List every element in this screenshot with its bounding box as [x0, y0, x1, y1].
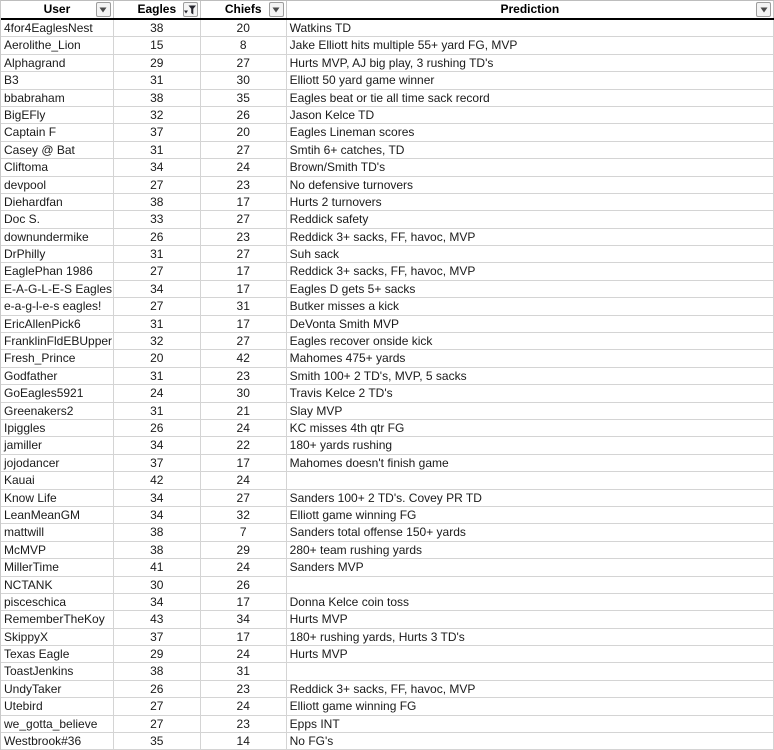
cell-chiefs[interactable]: 21 — [201, 403, 287, 420]
cell-prediction[interactable]: 280+ team rushing yards — [287, 542, 774, 559]
cell-user[interactable]: Doc S. — [1, 211, 114, 228]
table-row — [1, 159, 774, 176]
cell-eagles[interactable]: 24 — [114, 385, 201, 402]
table-row — [1, 263, 774, 280]
cell-chiefs[interactable]: 24 — [201, 698, 287, 715]
table-row — [1, 142, 774, 159]
cell-chiefs[interactable]: 27 — [201, 211, 287, 228]
cell-eagles[interactable]: 34 — [114, 437, 201, 454]
table-row — [1, 107, 774, 124]
cell-user[interactable]: Ipiggles — [1, 420, 114, 437]
cell-chiefs[interactable]: 17 — [201, 594, 287, 611]
cell-eagles[interactable]: 27 — [114, 698, 201, 715]
cell-user[interactable]: RememberTheKoy — [1, 611, 114, 628]
cell-chiefs[interactable]: 17 — [201, 316, 287, 333]
header-row — [1, 1, 774, 20]
cell-eagles[interactable]: 38 — [114, 194, 201, 211]
cell-eagles[interactable]: 37 — [114, 124, 201, 141]
cell-user[interactable]: jamiller — [1, 437, 114, 454]
cell-chiefs[interactable]: 24 — [201, 559, 287, 576]
cell-eagles[interactable]: 27 — [114, 177, 201, 194]
cell-prediction[interactable]: Donna Kelce coin toss — [287, 594, 774, 611]
filter-dropdown-button-user[interactable] — [96, 2, 111, 17]
cell-prediction[interactable]: Eagles Lineman scores — [287, 124, 774, 141]
cell-chiefs[interactable]: 30 — [201, 385, 287, 402]
cell-eagles[interactable]: 31 — [114, 72, 201, 89]
table-row — [1, 368, 774, 385]
table-row — [1, 229, 774, 246]
cell-prediction[interactable]: Reddick safety — [287, 211, 774, 228]
cell-eagles[interactable]: 26 — [114, 229, 201, 246]
cell-eagles[interactable]: 29 — [114, 646, 201, 663]
column-header-eagles-label: Eagles — [137, 2, 177, 16]
cell-prediction[interactable]: Eagles recover onside kick — [287, 333, 774, 350]
cell-eagles[interactable]: 38 — [114, 20, 201, 37]
column-header-user-label: User — [43, 2, 71, 16]
table-row — [1, 350, 774, 367]
table-row — [1, 316, 774, 333]
cell-prediction[interactable]: Smtih 6+ catches, TD — [287, 142, 774, 159]
table-body — [1, 20, 774, 750]
cell-user[interactable]: pisceschica — [1, 594, 114, 611]
cell-user[interactable]: BigEFly — [1, 107, 114, 124]
cell-prediction[interactable]: Reddick 3+ sacks, FF, havoc, MVP — [287, 263, 774, 280]
table-row — [1, 646, 774, 663]
cell-user[interactable]: B3 — [1, 72, 114, 89]
cell-chiefs[interactable]: 26 — [201, 577, 287, 594]
dropdown-arrow-icon — [760, 7, 768, 13]
table-row — [1, 333, 774, 350]
cell-eagles[interactable]: 35 — [114, 733, 201, 750]
cell-prediction[interactable]: Elliott game winning FG — [287, 698, 774, 715]
cell-eagles[interactable]: 34 — [114, 281, 201, 298]
cell-prediction[interactable]: Smith 100+ 2 TD's, MVP, 5 sacks — [287, 368, 774, 385]
cell-user[interactable]: Know Life — [1, 490, 114, 507]
cell-prediction[interactable] — [287, 472, 774, 489]
cell-eagles[interactable]: 27 — [114, 263, 201, 280]
cell-prediction[interactable]: Watkins TD — [287, 20, 774, 37]
cell-eagles[interactable]: 31 — [114, 246, 201, 263]
cell-eagles[interactable]: 20 — [114, 350, 201, 367]
table-row — [1, 455, 774, 472]
cell-user[interactable]: Kauai — [1, 472, 114, 489]
table-row — [1, 594, 774, 611]
cell-prediction[interactable]: Hurts MVP — [287, 646, 774, 663]
cell-user[interactable]: Cliftoma — [1, 159, 114, 176]
cell-prediction[interactable]: Jake Elliott hits multiple 55+ yard FG, MVP — [287, 37, 774, 54]
cell-chiefs[interactable]: 24 — [201, 159, 287, 176]
table-row — [1, 72, 774, 89]
cell-user[interactable]: GoEagles5921 — [1, 385, 114, 402]
cell-chiefs[interactable]: 17 — [201, 194, 287, 211]
cell-eagles[interactable]: 34 — [114, 159, 201, 176]
cell-prediction[interactable]: Reddick 3+ sacks, FF, havoc, MVP — [287, 229, 774, 246]
cell-prediction[interactable]: Hurts MVP — [287, 611, 774, 628]
table-row — [1, 542, 774, 559]
table-row — [1, 629, 774, 646]
cell-chiefs[interactable]: 17 — [201, 263, 287, 280]
cell-chiefs[interactable]: 17 — [201, 455, 287, 472]
cell-prediction[interactable]: Eagles beat or tie all time sack record — [287, 90, 774, 107]
table-row — [1, 298, 774, 315]
cell-eagles[interactable]: 27 — [114, 298, 201, 315]
table-row — [1, 733, 774, 750]
cell-prediction[interactable]: Elliott 50 yard game winner — [287, 72, 774, 89]
cell-chiefs[interactable]: 23 — [201, 716, 287, 733]
table-row — [1, 90, 774, 107]
cell-eagles[interactable]: 27 — [114, 716, 201, 733]
cell-chiefs[interactable]: 32 — [201, 507, 287, 524]
cell-user[interactable]: Aerolithe_Lion — [1, 37, 114, 54]
cell-eagles[interactable]: 37 — [114, 455, 201, 472]
dropdown-arrow-icon — [99, 7, 107, 13]
table-row — [1, 698, 774, 715]
table-row — [1, 211, 774, 228]
cell-user[interactable]: devpool — [1, 177, 114, 194]
cell-user[interactable]: Alphagrand — [1, 55, 114, 72]
cell-chiefs[interactable]: 31 — [201, 663, 287, 680]
table-row — [1, 403, 774, 420]
cell-prediction[interactable]: Sanders MVP — [287, 559, 774, 576]
cell-user[interactable]: UndyTaker — [1, 681, 114, 698]
cell-user[interactable]: Greenakers2 — [1, 403, 114, 420]
cell-chiefs[interactable]: 24 — [201, 646, 287, 663]
cell-eagles[interactable]: 31 — [114, 368, 201, 385]
cell-chiefs[interactable]: 35 — [201, 90, 287, 107]
cell-eagles[interactable]: 37 — [114, 629, 201, 646]
table-row — [1, 490, 774, 507]
cell-user[interactable]: EaglePhan 1986 — [1, 263, 114, 280]
table-row — [1, 577, 774, 594]
cell-eagles[interactable]: 38 — [114, 542, 201, 559]
cell-eagles[interactable]: 31 — [114, 142, 201, 159]
cell-user[interactable]: EricAllenPick6 — [1, 316, 114, 333]
cell-user[interactable]: 4for4EaglesNest — [1, 20, 114, 37]
table-row — [1, 385, 774, 402]
table-row — [1, 124, 774, 141]
cell-prediction[interactable]: 180+ rushing yards, Hurts 3 TD's — [287, 629, 774, 646]
cell-prediction[interactable]: Mahomes doesn't finish game — [287, 455, 774, 472]
cell-prediction[interactable]: DeVonta Smith MVP — [287, 316, 774, 333]
cell-chiefs[interactable]: 20 — [201, 20, 287, 37]
cell-eagles[interactable]: 34 — [114, 507, 201, 524]
cell-prediction[interactable]: Elliott game winning FG — [287, 507, 774, 524]
cell-chiefs[interactable]: 24 — [201, 420, 287, 437]
cell-user[interactable]: Utebird — [1, 698, 114, 715]
cell-chiefs[interactable]: 14 — [201, 733, 287, 750]
cell-eagles[interactable]: 32 — [114, 333, 201, 350]
cell-prediction[interactable]: Suh sack — [287, 246, 774, 263]
cell-user[interactable]: ToastJenkins — [1, 663, 114, 680]
table-row — [1, 281, 774, 298]
cell-chiefs[interactable]: 17 — [201, 281, 287, 298]
cell-prediction[interactable]: Travis Kelce 2 TD's — [287, 385, 774, 402]
cell-user[interactable]: Westbrook#36 — [1, 733, 114, 750]
cell-chiefs[interactable]: 23 — [201, 177, 287, 194]
table-row — [1, 716, 774, 733]
cell-chiefs[interactable]: 30 — [201, 72, 287, 89]
cell-user[interactable]: Texas Eagle — [1, 646, 114, 663]
cell-prediction[interactable]: Slay MVP — [287, 403, 774, 420]
cell-prediction[interactable]: Jason Kelce TD — [287, 107, 774, 124]
cell-user[interactable]: mattwill — [1, 524, 114, 541]
cell-prediction[interactable]: Epps INT — [287, 716, 774, 733]
table-row — [1, 681, 774, 698]
cell-eagles[interactable]: 38 — [114, 663, 201, 680]
cell-user[interactable]: Casey @ Bat — [1, 142, 114, 159]
cell-chiefs[interactable]: 7 — [201, 524, 287, 541]
cell-eagles[interactable]: 32 — [114, 107, 201, 124]
cell-prediction[interactable]: KC misses 4th qtr FG — [287, 420, 774, 437]
cell-user[interactable]: downundermike — [1, 229, 114, 246]
cell-chiefs[interactable]: 27 — [201, 246, 287, 263]
column-header-prediction — [287, 1, 774, 18]
table-row — [1, 246, 774, 263]
cell-user[interactable]: e-a-g-l-e-s eagles! — [1, 298, 114, 315]
cell-user[interactable]: SkippyX — [1, 629, 114, 646]
cell-user[interactable]: Diehardfan — [1, 194, 114, 211]
table-row — [1, 20, 774, 37]
cell-chiefs[interactable]: 17 — [201, 629, 287, 646]
cell-chiefs[interactable]: 22 — [201, 437, 287, 454]
cell-chiefs[interactable]: 27 — [201, 333, 287, 350]
column-header-user — [1, 1, 114, 18]
cell-user[interactable]: Godfather — [1, 368, 114, 385]
cell-prediction[interactable]: No defensive turnovers — [287, 177, 774, 194]
cell-eagles[interactable]: 38 — [114, 90, 201, 107]
filter-dropdown-button-chiefs[interactable] — [269, 2, 284, 17]
cell-user[interactable]: McMVP — [1, 542, 114, 559]
cell-prediction[interactable]: Eagles D gets 5+ sacks — [287, 281, 774, 298]
cell-user[interactable]: jojodancer — [1, 455, 114, 472]
cell-chiefs[interactable]: 27 — [201, 490, 287, 507]
cell-chiefs[interactable]: 23 — [201, 368, 287, 385]
cell-user[interactable]: we_gotta_believe — [1, 716, 114, 733]
column-header-prediction-label: Prediction — [500, 2, 560, 16]
cell-chiefs[interactable]: 23 — [201, 681, 287, 698]
cell-eagles[interactable]: 34 — [114, 490, 201, 507]
cell-eagles[interactable]: 43 — [114, 611, 201, 628]
cell-eagles[interactable]: 42 — [114, 472, 201, 489]
table-row — [1, 420, 774, 437]
cell-chiefs[interactable]: 20 — [201, 124, 287, 141]
column-header-eagles — [114, 1, 201, 18]
table-row — [1, 611, 774, 628]
cell-user[interactable]: LeanMeanGM — [1, 507, 114, 524]
cell-prediction[interactable]: 180+ yards rushing — [287, 437, 774, 454]
table-row — [1, 524, 774, 541]
cell-chiefs[interactable]: 29 — [201, 542, 287, 559]
table-row — [1, 472, 774, 489]
table-row — [1, 437, 774, 454]
filter-dropdown-button-prediction[interactable] — [756, 2, 771, 17]
table-row — [1, 507, 774, 524]
cell-prediction[interactable]: Hurts 2 turnovers — [287, 194, 774, 211]
cell-user[interactable]: MillerTime — [1, 559, 114, 576]
cell-eagles[interactable]: 26 — [114, 420, 201, 437]
cell-user[interactable]: Captain F — [1, 124, 114, 141]
filter-funnel-icon — [184, 5, 196, 15]
cell-eagles[interactable]: 30 — [114, 577, 201, 594]
cell-user[interactable]: FranklinFldEBUpper — [1, 333, 114, 350]
dropdown-arrow-icon — [272, 7, 280, 13]
cell-chiefs[interactable]: 23 — [201, 229, 287, 246]
cell-eagles[interactable]: 29 — [114, 55, 201, 72]
cell-eagles[interactable]: 26 — [114, 681, 201, 698]
cell-user[interactable]: NCTANK — [1, 577, 114, 594]
cell-user[interactable]: E-A-G-L-E-S Eagles — [1, 281, 114, 298]
cell-prediction[interactable]: Brown/Smith TD's — [287, 159, 774, 176]
cell-eagles[interactable]: 15 — [114, 37, 201, 54]
cell-chiefs[interactable]: 8 — [201, 37, 287, 54]
cell-chiefs[interactable]: 31 — [201, 298, 287, 315]
cell-eagles[interactable]: 31 — [114, 403, 201, 420]
table-row — [1, 194, 774, 211]
cell-user[interactable]: bbabraham — [1, 90, 114, 107]
cell-prediction[interactable]: Sanders total offense 150+ yards — [287, 524, 774, 541]
cell-user[interactable]: DrPhilly — [1, 246, 114, 263]
table-row — [1, 559, 774, 576]
cell-eagles[interactable]: 38 — [114, 524, 201, 541]
cell-chiefs[interactable]: 34 — [201, 611, 287, 628]
table-row — [1, 55, 774, 72]
cell-prediction[interactable]: Mahomes 475+ yards — [287, 350, 774, 367]
table-row — [1, 663, 774, 680]
cell-eagles[interactable]: 33 — [114, 211, 201, 228]
column-header-chiefs-label: Chiefs — [224, 2, 262, 16]
cell-prediction[interactable] — [287, 663, 774, 680]
cell-eagles[interactable]: 41 — [114, 559, 201, 576]
column-header-chiefs — [201, 1, 287, 18]
cell-chiefs[interactable]: 27 — [201, 55, 287, 72]
cell-chiefs[interactable]: 24 — [201, 472, 287, 489]
table-row — [1, 177, 774, 194]
cell-prediction[interactable] — [287, 577, 774, 594]
cell-prediction[interactable]: Reddick 3+ sacks, FF, havoc, MVP — [287, 681, 774, 698]
cell-prediction[interactable]: Sanders 100+ 2 TD's. Covey PR TD — [287, 490, 774, 507]
cell-user[interactable]: Fresh_Prince — [1, 350, 114, 367]
cell-prediction[interactable]: Butker misses a kick — [287, 298, 774, 315]
cell-chiefs[interactable]: 26 — [201, 107, 287, 124]
cell-eagles[interactable]: 34 — [114, 594, 201, 611]
cell-chiefs[interactable]: 27 — [201, 142, 287, 159]
cell-chiefs[interactable]: 42 — [201, 350, 287, 367]
cell-prediction[interactable]: No FG's — [287, 733, 774, 750]
cell-eagles[interactable]: 31 — [114, 316, 201, 333]
table-row — [1, 37, 774, 54]
cell-prediction[interactable]: Hurts MVP, AJ big play, 3 rushing TD's — [287, 55, 774, 72]
filter-applied-button-eagles[interactable] — [183, 2, 198, 17]
